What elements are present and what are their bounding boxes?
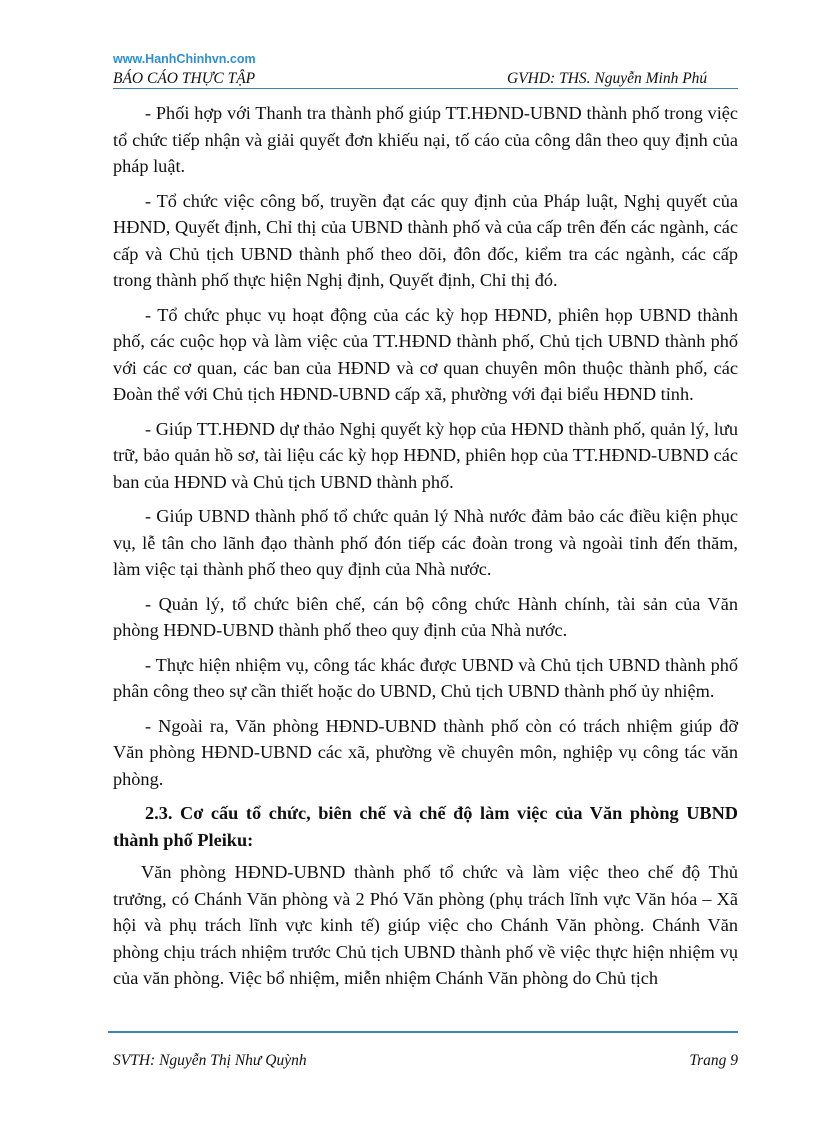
duty-item-2: - Tổ chức việc công bố, truyền đạt các quy định của Pháp luật, Nghị quyết của HĐND, Quyết định, Chỉ thị của UBND thành phố và của cấp trên đến các ngành, các cấp và Chủ tịch UBND thành phố theo dõi, đôn đốc, kiểm tra các ngành, các cấp trong thành phố thực hiện Nghị định, Quyết định, Chỉ thị đó. — [113, 190, 738, 290]
header-report-title: BÁO CÁO THỰC TẬP — [113, 70, 256, 87]
duty-item-1: - Phối hợp với Thanh tra thành phố giúp TT.HĐND-UBND thành phố trong việc tổ chức tiếp nhận và giải quyết đơn khiếu nại, tố cáo của công dân theo quy định của pháp luật. — [113, 103, 738, 176]
duty-item-5: - Giúp UBND thành phố tổ chức quản lý Nhà nước đảm bảo các điều kiện phục vụ, lễ tân cho lãnh đạo thành phố đón tiếp các đoàn trong và ngoài tỉnh đến thăm, làm việc tại thành phố theo quy định của Nhà nước. — [113, 506, 738, 579]
page-content — [113, 100, 738, 992]
footer-page-number: Trang 9 — [689, 1052, 738, 1069]
header-supervisor: GVHD: THS. Nguyễn Minh Phú — [507, 70, 708, 87]
duty-item-4: - Giúp TT.HĐND dự thảo Nghị quyết kỳ họp của HĐND thành phố, quản lý, lưu trữ, bảo quản hồ sơ, tài liệu các kỳ họp HĐND, phiên họp của TT.HĐND-UBND các ban của HĐND và Chủ tịch UBND thành phố. — [113, 418, 738, 492]
page-header — [113, 68, 738, 90]
duty-item-3: - Tổ chức phục vụ hoạt động của các kỳ họp HĐND, phiên họp UBND thành phố, các cuộc họp và làm việc của TT.HĐND thành phố, Chủ tịch UBND thành phố với các cơ quan, các ban của HĐND và cơ quan chuyên môn thuộc thành phố, các Đoàn thể với Chủ tịch HĐND-UBND cấp xã, phường với đại biểu HĐND tỉnh. — [113, 304, 738, 404]
footer-student: SVTH: Nguyễn Thị Như Quỳnh — [113, 1052, 307, 1069]
watermark-url: www.HanhChinhvn.com — [113, 52, 256, 66]
duty-item-8: - Ngoài ra, Văn phòng HĐND-UBND thành phố còn có trách nhiệm giúp đỡ Văn phòng HĐND-UBND các xã, phường về chuyên môn, nghiệp vụ công tác văn phòng. — [113, 715, 738, 789]
duty-item-6: - Quản lý, tổ chức biên chế, cán bộ công chức Hành chính, tài sản của Văn phòng HĐND-UBND thành phố theo quy định của Nhà nước. — [113, 593, 738, 640]
section-body: Văn phòng HĐND-UBND thành phố tổ chức và làm việc theo chế độ Thủ trưởng, có Chánh Văn phòng và 2 Phó Văn phòng (phụ trách lĩnh vực Văn hóa – Xã hội và phụ trách lĩnh vực kinh tế) giúp việc cho Chánh Văn phòng. Chánh Văn phòng chịu trách nhiệm trước Chủ tịch UBND thành phố về việc thực hiện nhiệm vụ của văn phòng. Việc bổ nhiệm, miễn nhiệm Chánh Văn phòng do Chủ tịch — [113, 862, 738, 988]
duty-item-7: - Thực hiện nhiệm vụ, công tác khác được UBND và Chủ tịch UBND thành phố phân công theo sự cần thiết hoặc do UBND, Chủ tịch UBND thành phố ủy nhiệm. — [113, 654, 738, 701]
footer-divider — [108, 1031, 738, 1033]
header-divider — [113, 88, 738, 89]
section-heading: 2.3. Cơ cấu tổ chức, biên chế và chế độ làm việc của Văn phòng UBND thành phố Pleiku: — [113, 803, 738, 850]
